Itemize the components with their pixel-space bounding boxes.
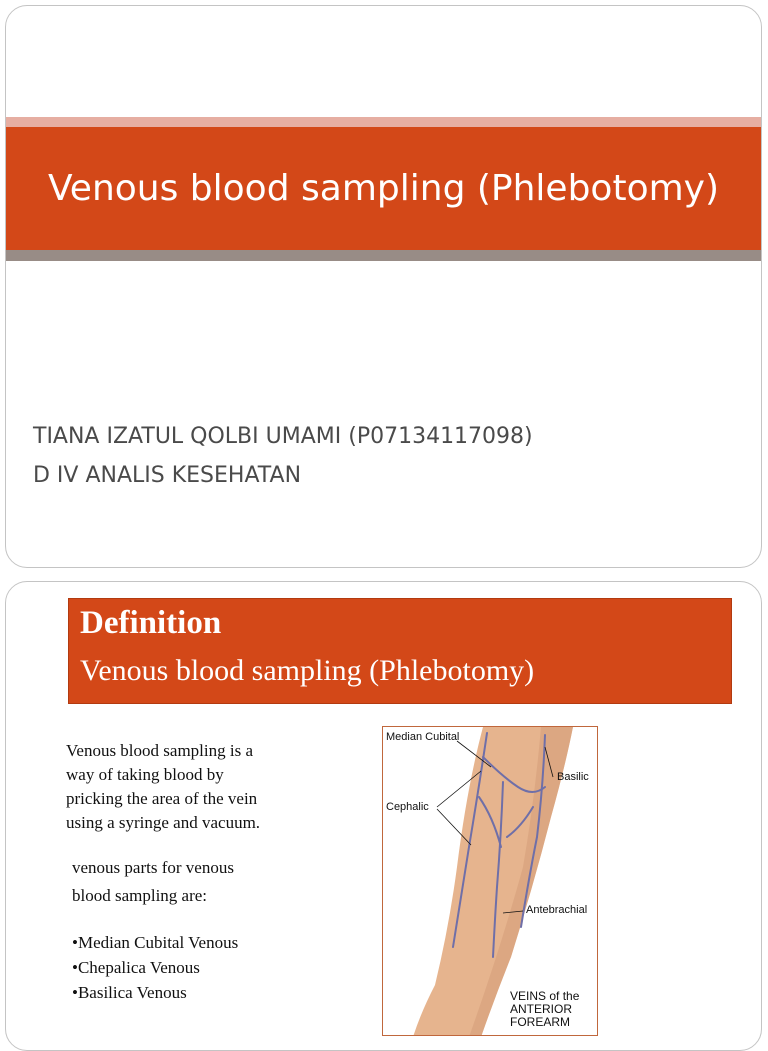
bullet-chepalica: •Chepalica Venous <box>72 958 200 977</box>
label-cephalic: Cephalic <box>386 801 429 813</box>
slide-title: Venous blood sampling (Phlebotomy) <box>47 168 720 209</box>
definition-header-box <box>68 598 732 704</box>
author-line: TIANA IZATUL QOLBI UMAMI (P07134117098) <box>33 424 533 449</box>
bullet-median-cubital: •Median Cubital Venous <box>72 933 239 952</box>
title-accent-stripe-bottom <box>6 250 761 261</box>
definition-paragraph: Venous blood sampling is a way of taking blood by pricking the area of the vein using a syringe and vacuum. <box>66 741 261 832</box>
figure-caption: VEINS of the ANTERIOR FOREARM <box>510 989 580 1029</box>
definition-subheading: Venous blood sampling (Phlebotomy) <box>80 654 535 687</box>
title-slide <box>5 5 762 568</box>
definition-slide <box>5 581 762 1051</box>
program-line: D IV ANALIS KESEHATAN <box>33 463 302 488</box>
label-basilic: Basilic <box>557 771 589 783</box>
venous-parts-intro: venous parts for venous blood sampling are: <box>72 858 234 905</box>
label-median-cubital: Median Cubital <box>386 731 460 743</box>
definition-heading: Definition <box>80 605 222 641</box>
forearm-veins-figure <box>382 726 598 1036</box>
label-antebrachial: Antebrachial <box>526 904 588 916</box>
bullet-basilica: •Basilica Venous <box>72 983 187 1002</box>
title-accent-stripe-top <box>6 117 761 127</box>
